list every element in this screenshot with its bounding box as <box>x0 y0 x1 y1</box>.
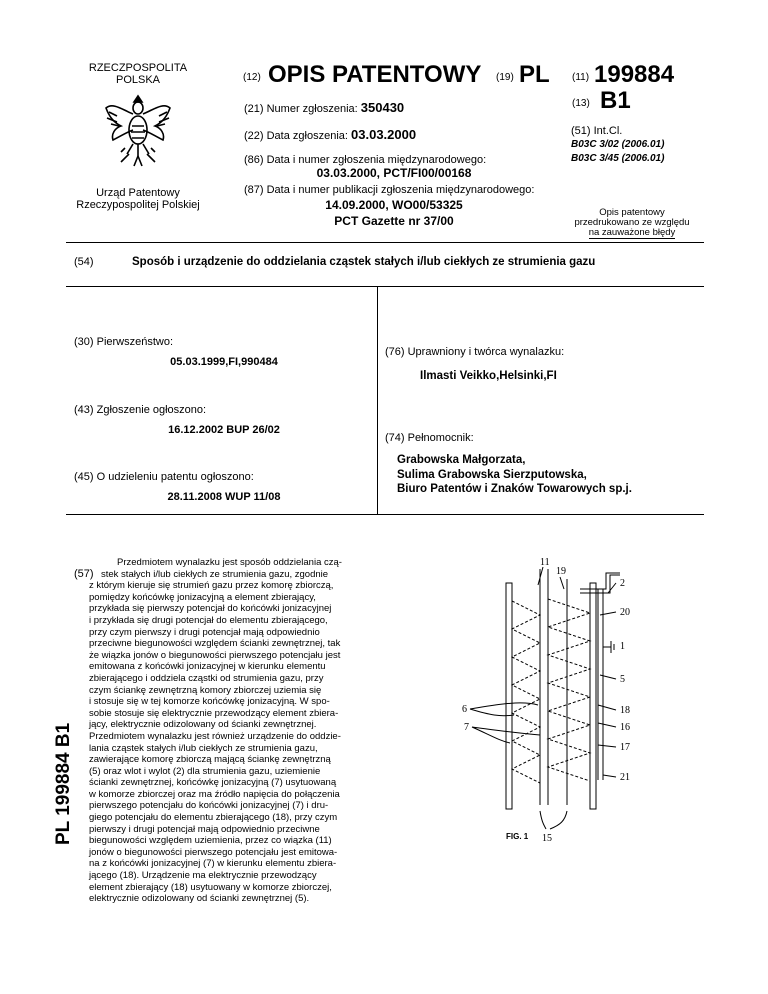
patent-office-name <box>58 187 218 211</box>
leader-17 <box>598 745 616 747</box>
abstract-line: ścianki zewnętrznej, końcówkę jonizacyjną (7) usytuowaną <box>89 777 337 789</box>
abstract-line: lania cząstek stałych i/lub ciekłych ze strumienia gazu, <box>89 742 318 754</box>
int-cl-label: (51) Int.Cl. <box>571 125 623 137</box>
side-patent-label: PL 199884 B1 <box>53 722 74 845</box>
intl-filing-label: (86) Data i numer zgłoszenia międzynarodowego: <box>244 154 487 166</box>
code-13: (13) <box>572 98 590 109</box>
abstract-line: w komorze zbiorczej oraz ma źródło napięcia do połączenia <box>89 788 340 800</box>
abstract-line: i stosuje się w tej komorze końcówkę jonizacyjną. W spo- <box>89 696 330 708</box>
abstract-line: stek stałych i/lub ciekłych ze strumienia gazu, zgodnie <box>101 568 329 580</box>
abstract-line: na z końcówki jonizacyjnej (7) w kierunku elementu zbiera- <box>89 858 337 870</box>
abstract-line: zawierające komorę zbiorczą mającą ściankę zewnętrzną <box>89 754 331 766</box>
int-cl-1: B03C 3/02 (2006.01) <box>571 139 665 150</box>
country-line-1: RZECZPOSPOLITA <box>88 62 188 74</box>
leader-21 <box>603 775 616 777</box>
ref-17: 17 <box>620 742 630 753</box>
figure-caption: FIG. 1 <box>506 832 529 841</box>
divider-top <box>66 242 704 243</box>
ref-16: 16 <box>620 722 630 733</box>
abstract-line: czym ściankę zewnętrzną komory zbiorczej uziemia się <box>89 684 322 696</box>
abstract-text <box>89 557 372 905</box>
granted-value: 28.11.2008 WUP 11/08 <box>167 491 281 503</box>
abstract-line: pierwszy i drugi potencjał mają odpowiednio przeciwne <box>89 823 320 835</box>
reprint-note-3: na zauważone błędy <box>588 227 676 238</box>
ion-beam-left <box>512 601 540 783</box>
published-value: 16.12.2002 BUP 26/02 <box>168 424 280 436</box>
ref-1: 1 <box>620 641 625 652</box>
divider-title <box>66 286 704 287</box>
filing-date-value: 03.03.2000 <box>351 127 417 142</box>
ref-5: 5 <box>620 674 625 685</box>
attorney-line-3: Biuro Patentów i Znaków Towarowych sp.j. <box>397 483 632 495</box>
filing-date-label: (22) Data zgłoszenia: <box>244 130 348 142</box>
code-11: (11) <box>572 72 590 83</box>
abstract-line: z którym kieruje się strumień gazu przez komorę zbiorczą, <box>89 580 334 592</box>
country-name <box>78 62 198 86</box>
abstract-line: pierwszego potencjału do końcówki jonizacyjnej (7) i dru- <box>89 800 329 812</box>
gazette: PCT Gazette nr 37/00 <box>334 214 454 228</box>
code-19: (19) <box>496 72 514 83</box>
abstract-line: jonów o biegunowości pierwszego potencjału jest emitowa- <box>89 846 338 858</box>
voltage-source-icon <box>603 641 614 653</box>
ref-15: 15 <box>542 833 552 844</box>
abstract-line: jący, elektrycznie odizolowany od ścianki zewnętrznej. <box>89 719 317 731</box>
abstract-line: pomiędzy końcówkę jonizacyjną a element zbierający, <box>89 591 316 603</box>
attorney-label: (74) Pełnomocnik: <box>385 432 474 444</box>
abstract-line: giego potencjału do elementu zbierającego (18), przy czym <box>89 812 338 824</box>
ref-20: 20 <box>620 607 630 618</box>
abstract-line: elektrycznie odizolowany od ścianki zewnętrznej (5). <box>89 893 310 905</box>
abstract-line: emitowana z końcówki jonizacyjnej w kierunku elementu <box>89 661 326 673</box>
title-code: (54) <box>74 256 94 268</box>
ref-11: 11 <box>540 557 550 568</box>
country-code: PL <box>519 61 550 88</box>
abstract-line: biegunowości względem uziemienia, przez co wiązka (11) <box>89 835 332 847</box>
priority-label: (30) Pierwszeństwo: <box>74 336 174 348</box>
divider-vertical <box>377 286 378 514</box>
attorney-value <box>397 453 632 497</box>
kind-code: B1 <box>600 87 631 114</box>
app-number-value: 350430 <box>360 100 405 115</box>
leader-19 <box>560 577 564 589</box>
ref-2: 2 <box>620 578 625 589</box>
reprint-note <box>562 208 702 239</box>
published-label: (43) Zgłoszenie ogłoszono: <box>74 404 207 416</box>
abstract-line: jącego (18). Urządzenie ma elektrycznie przewodzący <box>89 870 317 882</box>
ref-21: 21 <box>620 772 630 783</box>
office-line-1: Urząd Patentowy <box>96 187 180 199</box>
divider-bottom <box>66 514 704 515</box>
priority-value: 05.03.1999,FI,990484 <box>170 356 278 368</box>
leader-2 <box>608 583 616 593</box>
application-number <box>244 100 404 115</box>
office-line-2: Rzeczypospolitej Polskiej <box>76 199 200 211</box>
ref-18: 18 <box>620 705 630 716</box>
reprint-note-1: Opis patentowy <box>599 207 665 218</box>
abstract-line: (5) oraz wlot i wylot (2) dla strumienia gazu, uziemienie <box>89 765 321 777</box>
country-line-2: POLSKA <box>115 74 161 86</box>
abstract-line: Przedmiotem wynalazku jest również urządzenie do oddzie- <box>89 730 341 742</box>
abstract-line: zbierającego i oddziela cząstki od strumienia gazu, przy <box>89 672 324 684</box>
intl-filing-value: 03.03.2000, PCT/FI00/00168 <box>316 166 472 180</box>
ref-7: 7 <box>464 722 469 733</box>
intl-pub-value: 14.09.2000, WO00/53325 <box>325 198 463 212</box>
granted-label: (45) O udzieleniu patentu ogłoszono: <box>74 471 254 483</box>
leader-5 <box>600 675 616 679</box>
ref-19: 19 <box>556 566 566 577</box>
ref-6: 6 <box>462 704 467 715</box>
collector-tube-left <box>506 583 512 809</box>
owner-label: (76) Uprawniony i twórca wynalazku: <box>385 346 565 358</box>
intl-pub-label: (87) Data i numer publikacji zgłoszenia międzynarodowego: <box>244 184 535 196</box>
collector-tube-right <box>590 583 596 809</box>
reprint-note-2: przedrukowano ze względu <box>574 217 690 228</box>
leader-16 <box>598 723 616 727</box>
abstract-line: Przedmiotem wynalazku jest sposób oddzielania czą- <box>117 557 342 568</box>
abstract-line: element zbierający (18) usytuowany w komorze zbiorczej, <box>89 881 332 893</box>
code-12: (12) <box>243 72 261 83</box>
white-eagle-emblem-icon <box>103 92 173 170</box>
attorney-line-2: Sulima Grabowska Sierzputowska, <box>397 468 587 481</box>
owner-value: Ilmasti Veikko,Helsinki,FI <box>420 370 557 382</box>
abstract-line: sobie stosuje się elektrycznie przewodzący element zbiera- <box>89 707 339 719</box>
abstract-line: że wiązka jonów o biegunowości pierwszego potencjału jest <box>89 649 341 661</box>
abstract-line: przykłada się pierwszy potencjał do końcówki jonizacyjnej <box>89 603 332 615</box>
gas-outlet <box>580 575 620 593</box>
leader-15 <box>540 811 567 829</box>
leader-20 <box>600 612 616 615</box>
abstract-line: przy czym pierwszy i drugi potencjał mają odpowiednio <box>89 626 320 638</box>
figure-1-drawing <box>440 555 670 865</box>
ion-beam-right <box>548 599 590 781</box>
abstract-line: przeciwne biegunowości względem ścianki zewnętrznej, tak <box>89 638 341 650</box>
abstract-code: (57) <box>74 568 94 580</box>
patent-number: 199884 <box>594 61 675 88</box>
leader-18 <box>598 705 616 710</box>
document-type: OPIS PATENTOWY <box>268 61 482 88</box>
patent-title: Sposób i urządzenie do oddzielania cząstek stałych i/lub ciekłych ze strumienia gazu <box>132 256 596 268</box>
filing-date <box>244 127 416 142</box>
int-cl-2: B03C 3/45 (2006.01) <box>571 153 665 164</box>
abstract-line: i przykłada się drugi potencjał do elementu zbierającego, <box>89 614 328 626</box>
app-number-label: (21) Numer zgłoszenia: <box>244 103 358 115</box>
attorney-line-1: Grabowska Małgorzata, <box>397 454 526 466</box>
